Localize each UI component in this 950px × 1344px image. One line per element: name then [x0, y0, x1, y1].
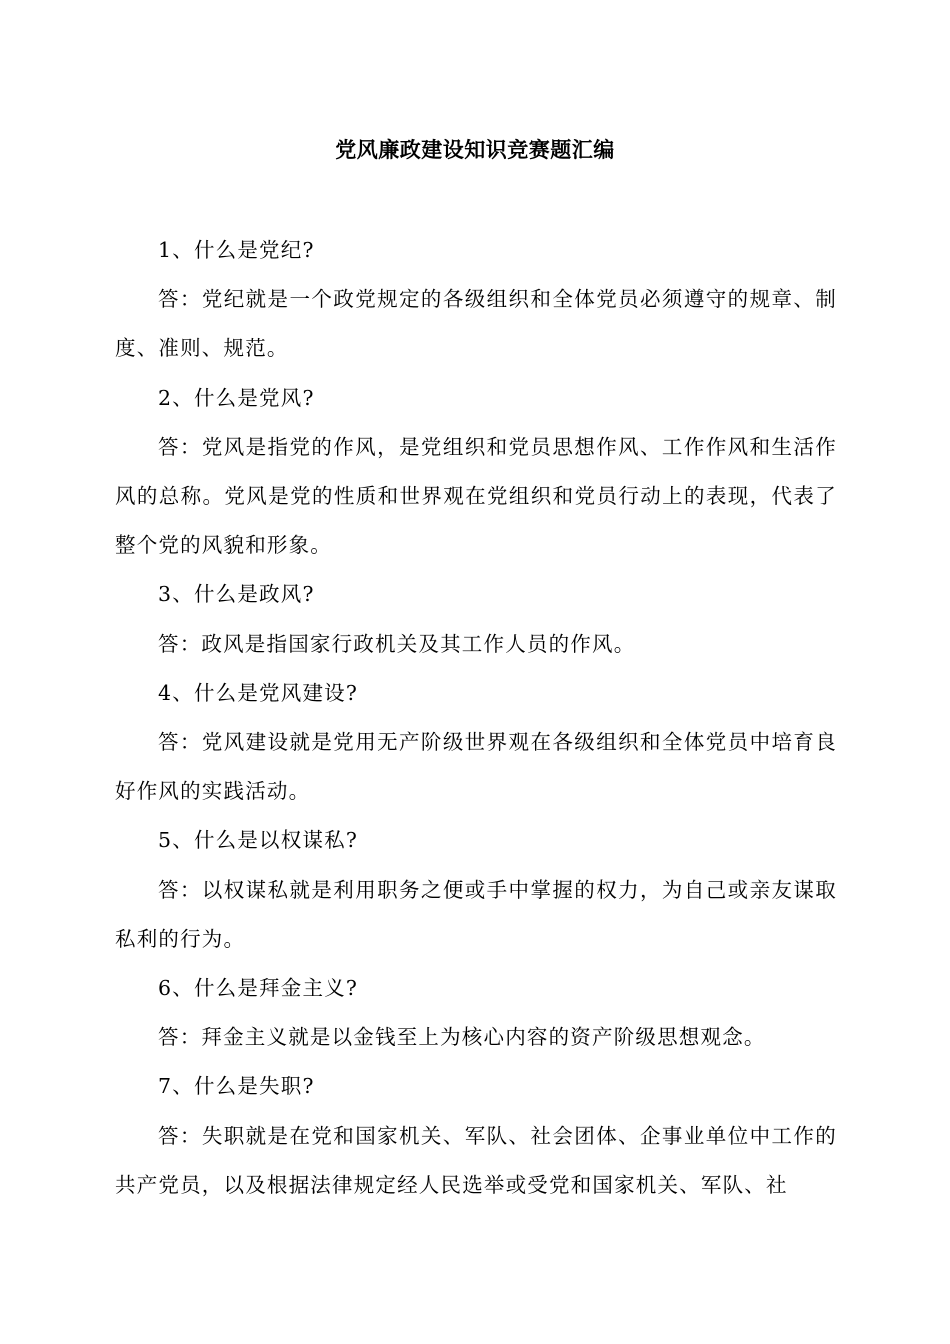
- question-5: 5、什么是以权谋私?: [158, 828, 359, 853]
- question-7: 7、什么是失职?: [158, 1074, 315, 1099]
- document-body: [115, 226, 837, 1210]
- question-4: 4、什么是党风建设?: [158, 680, 359, 705]
- answer-5: 答：以权谋私就是利用职务之便或手中掌握的权力，为自己或亲友谋取私利的行为。: [115, 877, 837, 951]
- question-6: 6、什么是拜金主义?: [158, 976, 359, 1001]
- document-title: 党风廉政建设知识竞赛题汇编: [335, 137, 615, 162]
- answer-2: 答：党风是指党的作风，是党组织和党员思想作风、工作作风和生活作风的总称。党风是党的性质和世界观在党组织和党员行动上的表现，代表了整个党的风貌和形象。: [115, 434, 837, 558]
- question-1: 1、什么是党纪?: [158, 238, 315, 262]
- answer-4: 答：党风建设就是党用无产阶级世界观在各级组织和全体党员中培育良好作风的实践活动。: [115, 730, 837, 804]
- answer-1: 答：党纪就是一个政党规定的各级组织和全体党员必须遵守的规章、制度、准则、规范。: [115, 287, 837, 361]
- question-2: 2、什么是党风?: [158, 385, 315, 410]
- answer-3: 答：政风是指国家行政机关及其工作人员的作风。: [158, 631, 636, 656]
- answer-6: 答：拜金主义就是以金钱至上为核心内容的资产阶级思想观念。: [158, 1025, 766, 1050]
- question-3: 3、什么是政风?: [158, 582, 315, 607]
- answer-7: 答：失职就是在党和国家机关、军队、社会团体、企事业单位中工作的共产党员，以及根据法律规定经人民选举或受党和国家机关、军队、社: [115, 1123, 837, 1197]
